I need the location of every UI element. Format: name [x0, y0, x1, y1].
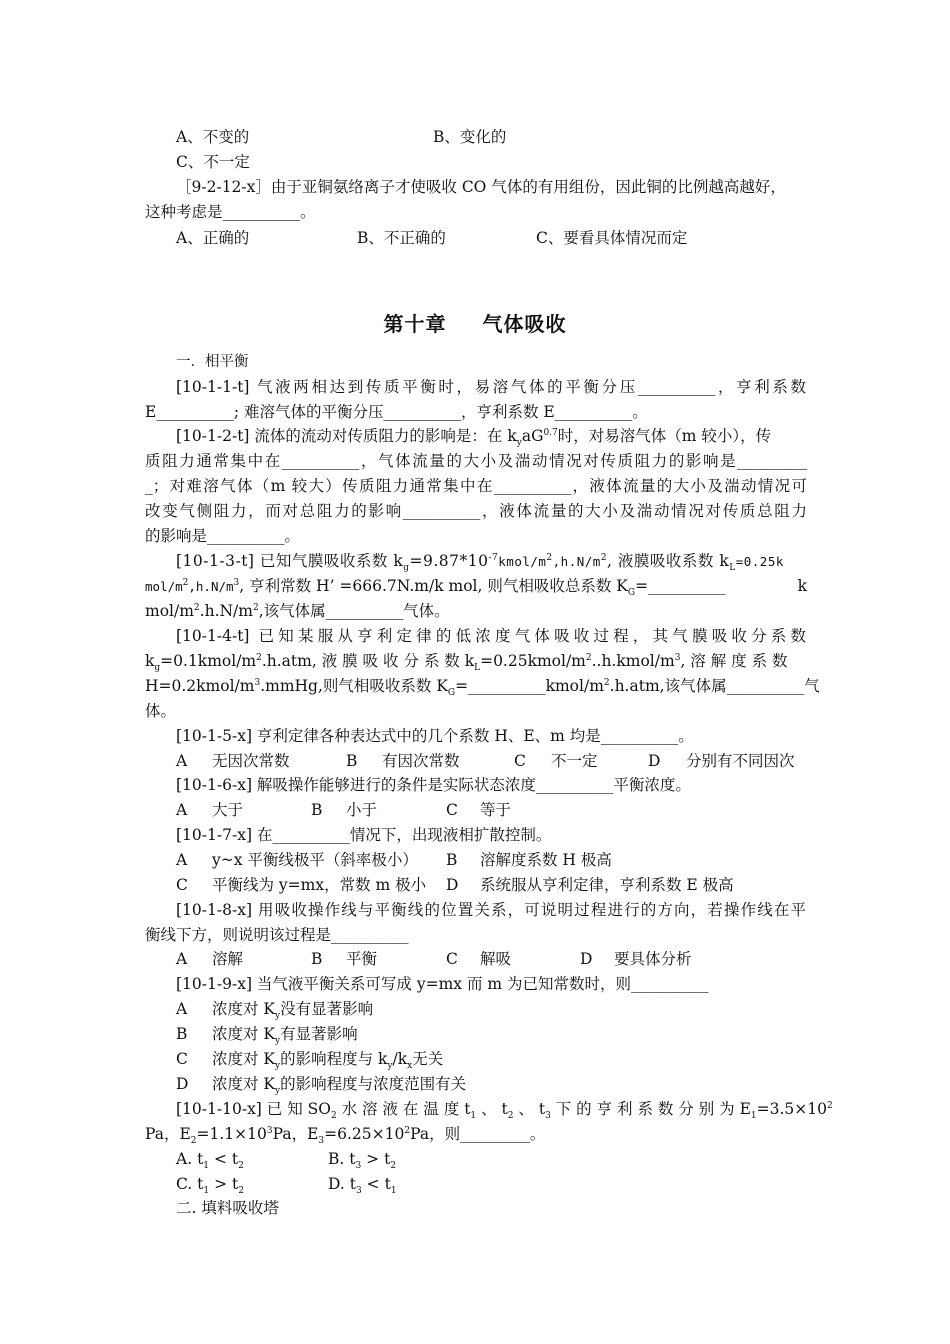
option-a: A、正确的 [176, 229, 250, 247]
option-letter: B [311, 801, 323, 819]
question-10-1-8-line1: [10-1-8-x] 用吸收操作线与平衡线的位置关系，可说明过程进行的方向，若操作线在平 [176, 901, 806, 919]
section-heading: 二. 填料吸收塔 [176, 1199, 279, 1217]
question-10-1-2-line3: _；对难溶气体（m 较大）传质阻力通常集中在__________，液体流量的大小及湍动情况可 [145, 477, 807, 495]
option-letter: B [176, 1025, 188, 1043]
option-letter: C [176, 1050, 188, 1068]
option-a: A. $t_1 < t_2$ [176, 1150, 244, 1172]
question-10-1-10-line1: [10-1-10-x] 已 知 $SO_2$ 水 溶 液 在 温 度 $t_1$ 、 $t_2$ 、 $t_3$ 下 的 亨 利 系 数 分 别 为 $E_1=3.5\times 10^2$ [176, 1100, 833, 1122]
option-text: 等于 [480, 801, 512, 819]
question-10-1-4-line1: [10-1-4-t] 已知某服从亨利定律的低浓度气体吸收过程，其气膜吸收分系数 [176, 627, 806, 645]
question-10-1-2-line5: 的影响是__________。 [145, 527, 301, 545]
option-text: 无因次常数 [212, 752, 290, 770]
option-text: 平衡线为 y=mx，常数 m 极小 [212, 876, 427, 894]
question-10-1-4-line3: $H=0.2kmol/m^3.mmHg$,则气相吸收系数 $K_G=\_\_\_\_\_\_\_\_\_\_kmol/m^2.h.atm$,该气体属__________气 [145, 677, 820, 699]
question-10-1-4-line2: $k_g=0.1kmol/m^2.h.atm$, 液 膜 吸 收 分 系 数 $k_L=0.25kmol/m^2..h.kmol/m^3$, 溶 解 度 系 数 [145, 652, 788, 674]
option-letter: B [346, 752, 358, 770]
option-letter: A [176, 950, 188, 968]
option-letter: D [176, 1075, 189, 1093]
chapter-number: 第十章 [383, 312, 447, 336]
question-10-1-3-line1: [10-1-3-t] 已知气膜吸收系数 $k_g=9.87*10^{-7}kmol/m^2,h.N/m^2$, 液膜吸收系数 $k_L=0.25k$ [176, 552, 784, 574]
option-letter: B [446, 851, 458, 869]
option-text: 要具体分析 [614, 950, 692, 968]
chapter-title [0, 312, 950, 337]
question-9-2-12-line2: 这种考虑是__________。 [145, 203, 316, 221]
option-c: C、要看具体情况而定 [536, 229, 688, 247]
chapter-name: 气体吸收 [482, 312, 567, 336]
option-b: B、不正确的 [357, 229, 446, 247]
question-10-1-2-line1: [10-1-2-t] 流体的流动对传质阻力的影响是：在 $k_yaG^{0.7}$时，对易溶气体（m 较小），传 [176, 427, 772, 449]
question-10-1-6: [10-1-6-x] 解吸操作能够进行的条件是实际状态浓度__________平衡浓度。 [176, 776, 691, 794]
question-10-1-1-line2: E__________; 难溶气体的平衡分压__________，亨利系数 E__________。 [145, 403, 648, 421]
option-text: 浓度对 $K_y$的影响程度与 $k_y/k_x$无关 [212, 1050, 444, 1072]
option-c: C. $t_1 > t_2$ [176, 1175, 244, 1197]
option-text: 浓度对 $K_y$没有显著影响 [212, 1000, 374, 1022]
option-b: B. $t_3 > t_2$ [328, 1150, 397, 1172]
option-letter: C [446, 950, 458, 968]
option-letter: D [446, 876, 459, 894]
option-text: 溶解度系数 H 极高 [480, 851, 612, 869]
question-10-1-4-line4: 体。 [145, 702, 177, 720]
question-10-1-3-line3: mol/$m^2.h.N/m^2$,该气体属__________气体。 [145, 602, 450, 620]
question-10-1-2-line4: 改变气侧阻力，而对总阻力的影响__________，液体流量的大小及湍动情况对传质总阻力 [145, 502, 807, 520]
option-text: 溶解 [212, 950, 244, 968]
option-text: 系统服从亨利定律，亨利系数 E 极高 [480, 876, 734, 894]
option-text: 浓度对 $K_y$有显著影响 [212, 1025, 358, 1047]
question-10-1-9: [10-1-9-x] 当气液平衡关系可写成 y=mx 而 m 为已知常数时，则__________ [176, 975, 709, 993]
question-10-1-8-line2: 衡线下方，则说明该过程是__________ [145, 926, 409, 944]
option-text: y~x 平衡线极平（斜率极小） [212, 851, 418, 869]
option-letter: D [580, 950, 593, 968]
question-10-1-5: [10-1-5-x] 亨利定律各种表达式中的几个系数 H、E、m 均是__________。 [176, 727, 694, 745]
option-letter: C [446, 801, 458, 819]
option-letter: C [514, 752, 526, 770]
question-10-1-3-line2: mol/$m^2,h.N/m^3$, 亨利常数 H’ =666.7N.m/k mol, 则气相吸收总系数 $K_G=\_\_\_\_\_\_\_\_\_\_$ k [145, 577, 807, 599]
option-text: 不一定 [551, 752, 598, 770]
option-b: B、变化的 [433, 128, 507, 146]
question-10-1-7: [10-1-7-x] 在__________情况下，出现液相扩散控制。 [176, 826, 552, 844]
option-letter: A [176, 801, 188, 819]
option-letter: A [176, 1000, 188, 1018]
option-text: 平衡 [346, 950, 378, 968]
option-letter: B [311, 950, 323, 968]
question-10-1-1-line1: [10-1-1-t] 气液两相达到传质平衡时，易溶气体的平衡分压__________，亨利系数 [176, 378, 806, 396]
option-d: D. $t_3 < t_1$ [328, 1175, 397, 1197]
option-letter: A [176, 851, 188, 869]
option-text: 分别有不同因次 [686, 752, 795, 770]
section-heading: 一．相平衡 [176, 354, 249, 370]
option-letter: D [648, 752, 661, 770]
question-9-2-12-line1: ［9-2-12-x］由于亚铜氨络离子才使吸收 CO 气体的有用组份，因此铜的比例越高越好， [176, 178, 786, 196]
option-text: 浓度对 $K_y$的影响程度与浓度范围有关 [212, 1075, 467, 1097]
option-text: 小于 [346, 801, 378, 819]
option-letter: A [176, 752, 188, 770]
option-letter: C [176, 876, 188, 894]
option-text: 有因次常数 [382, 752, 460, 770]
option-a: A、不变的 [176, 128, 250, 146]
option-c: C、不一定 [176, 153, 250, 171]
option-text: 大于 [212, 801, 244, 819]
question-10-1-2-line2: 质阻力通常集中在__________，气体流量的大小及湍动情况对传质阻力的影响是_________ [145, 452, 807, 470]
option-text: 解吸 [480, 950, 512, 968]
question-10-1-10-line2: Pa，$E_2=1.1\times 10^3Pa$，$E_3=6.25\times 10^2Pa$，则_________。 [145, 1125, 546, 1147]
